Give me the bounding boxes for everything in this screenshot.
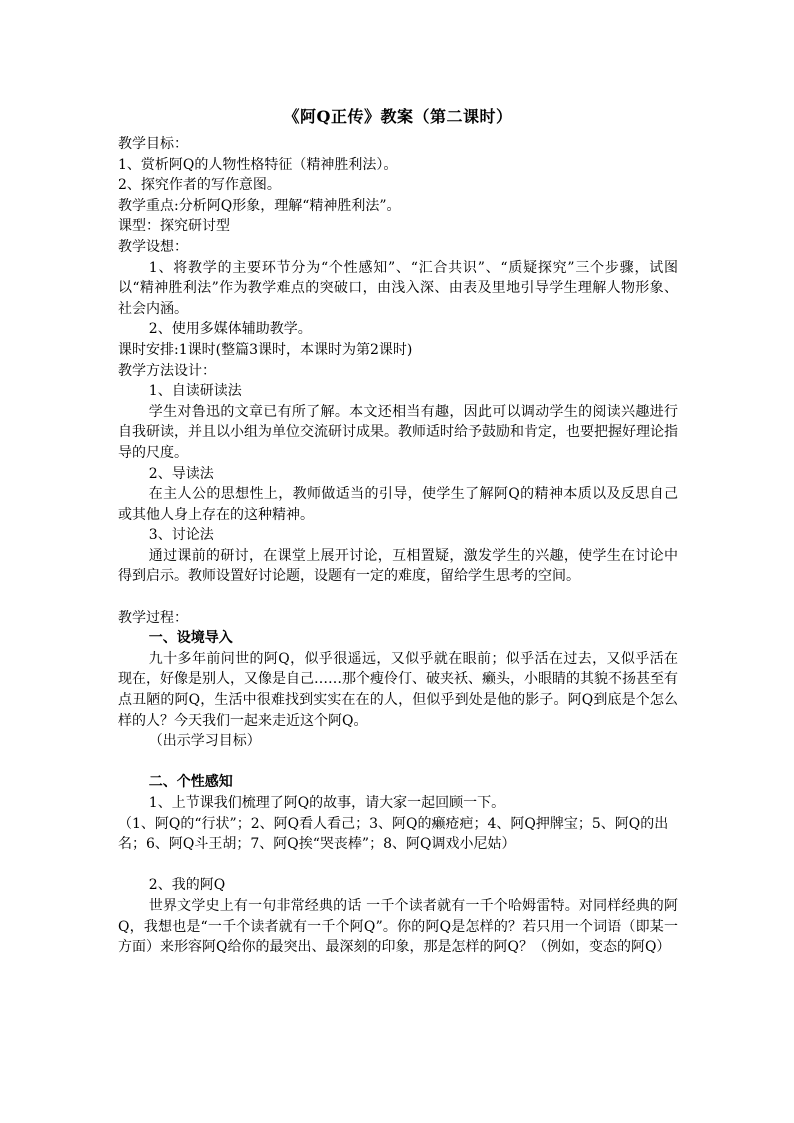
method-1-text: 学生对鲁迅的文章已有所了解。本文还相当有趣，因此可以调动学生的阅读兴趣进行自我研读，并且以小组为单位交流研讨成果。教师适时给予鼓励和肯定，也要把握好理论指导的尺度。 (118, 403, 678, 461)
objective-1: 1、赏析阿Q的人物性格特征（精神胜利法）。 (118, 156, 398, 173)
method-3-text: 通过课前的研讨，在课堂上展开讨论，互相置疑，激发学生的兴趣，使学生在讨论中得到启示。教师设置好讨论题，设题有一定的难度，留给学生思考的空间。 (118, 547, 678, 585)
section-1-title: 一、设境导入 (148, 630, 233, 647)
section-2-item-1-detail: （1、阿Q的“行状”；2、阿Q看人看己；3、阿Q的癞疮疤；4、阿Q押牌宝；5、阿Q的出名；6、阿Q斗王胡；7、阿Q挨“哭丧棒”；8、阿Q调戏小尼姑） (118, 815, 669, 853)
lesson-type: 课型：探究研讨型 (118, 218, 230, 235)
section-1-text: 九十多年前问世的阿Q，似乎很遥远，又似乎就在眼前；似乎活在过去，又似乎活在现在，好像是别人，又像是自己……那个瘦伶仃、破夹袄、癞头，小眼睛的其貌不扬甚至有点丑陋的阿Q，生活中很难找到实实在在的人，但似乎到处是他的影子。阿Q到底是个怎么样的人？今天我们一起来走近这个阿Q。 (118, 650, 678, 729)
method-2-title: 2、导读法 (148, 465, 214, 482)
spacer (118, 855, 678, 876)
method-1-title: 1、自读研读法 (148, 383, 242, 400)
design-label: 教学设想： (118, 238, 188, 255)
design-item-1: 1、将教学的主要环节分为“个性感知”、“汇合共识”、“质疑探究”三个步骤，试图以“精神胜利法”作为教学难点的突破口，由浅入深、由表及里地引导学生理解人物形象、社会内涵。 (118, 259, 678, 317)
section-2-item-2-title: 2、我的阿Q (148, 877, 226, 894)
process-label: 教学过程： (118, 609, 188, 626)
document-title: 《阿Q正传》教案（第二课时） (283, 107, 513, 126)
objectives-label: 教学目标： (118, 136, 188, 152)
section-2-title: 二、个性感知 (148, 774, 233, 791)
spacer (118, 587, 678, 608)
method-2-text: 在主人公的思想性上，教师做适当的引导，使学生了解阿Q的精神本质以及反思自己或其他人身上存在的这种精神。 (118, 486, 678, 523)
section-2-item-2-text: 世界文学史上有一句非常经典的话 一千个读者就有一千个哈姆雷特。对同样经典的阿Q，我想也是“一千个读者就有一千个阿Q”。你的阿Q是怎样的？若只用一个词语（即某一方面）来形容阿Q给你的最突出、最深刻的印象，那是怎样的阿Q？（例如，变态的阿Q） (118, 897, 678, 956)
key-point: 教学重点:分析阿Q形象，理解“精神胜利法”。 (118, 197, 401, 214)
section-2-item-1: 1、上节课我们梳理了阿Q的故事，请大家一起回顾一下。 (148, 795, 506, 811)
section-1-note: （出示学习目标） (148, 733, 261, 750)
method-3-title: 3、讨论法 (148, 527, 214, 544)
spacer (118, 752, 678, 773)
schedule: 课时安排:1课时(整篇3课时，本课时为第2课时) (118, 341, 413, 358)
objective-2: 2、探究作者的写作意图。 (118, 177, 281, 194)
document-page (118, 106, 678, 958)
method-label: 教学方法设计： (118, 362, 216, 379)
design-item-2: 2、使用多媒体辅助教学。 (148, 321, 312, 338)
